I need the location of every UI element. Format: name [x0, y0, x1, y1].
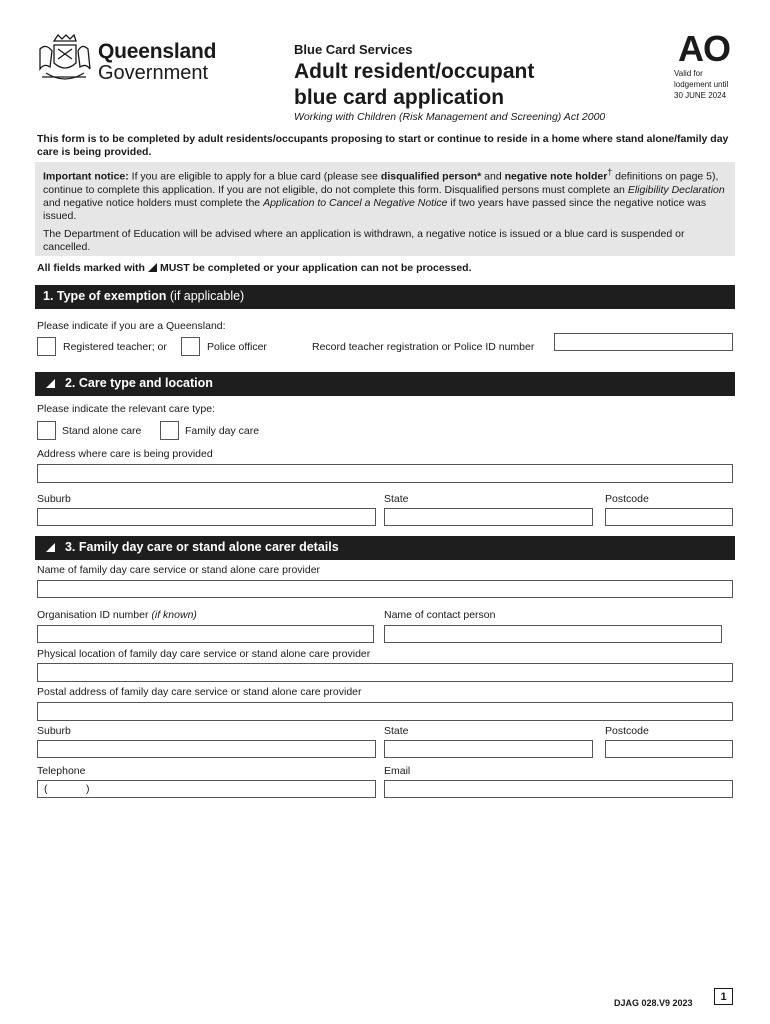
- organisation-id-label: [37, 609, 197, 621]
- area-code-open-paren: (: [44, 783, 48, 795]
- section-1-header: [35, 285, 735, 309]
- form-title-line1: Adult resident/occupant: [294, 60, 535, 83]
- provider-postcode-field[interactable]: [605, 740, 733, 758]
- care-address-field[interactable]: [37, 464, 733, 483]
- validity-note: [674, 68, 744, 101]
- section-2-prompt: Please indicate the relevant care type:: [37, 403, 216, 415]
- legislation-reference: Working with Children (Risk Management and Screening) Act 2000: [294, 111, 606, 123]
- form-code: AO: [678, 28, 730, 69]
- notice-lead: Important notice:: [43, 170, 129, 183]
- postal-address-label: Postal address of family day care service or stand alone care provider: [37, 686, 362, 698]
- police-officer-checkbox[interactable]: [181, 337, 200, 356]
- email-field[interactable]: [384, 780, 733, 798]
- section-2-title: 2. Care type and location: [64, 376, 213, 390]
- required-note-text: MUST be completed or your application can not be processed.: [159, 262, 472, 274]
- notice-text: and negative notice holders must complete the: [43, 196, 264, 209]
- physical-location-field[interactable]: [37, 663, 733, 682]
- organisation-id-hint: (if known): [151, 609, 197, 621]
- form-kicker: Blue Card Services: [294, 42, 413, 57]
- registered-teacher-checkbox[interactable]: [37, 337, 56, 356]
- required-marker-icon: [46, 379, 55, 388]
- provider-postcode-label: Postcode: [605, 725, 649, 737]
- care-postcode-label: Postcode: [605, 493, 649, 505]
- telephone-field[interactable]: [37, 780, 376, 798]
- contact-person-field[interactable]: [384, 625, 722, 643]
- queensland-coat-of-arms-icon: [36, 33, 92, 85]
- care-address-label: Address where care is being provided: [37, 448, 213, 460]
- section-1-prompt: Please indicate if you are a Queensland:: [37, 320, 226, 332]
- section-1-suffix: (if applicable): [166, 289, 245, 303]
- required-fields-note: [37, 262, 472, 274]
- notice-text: definitions on page 5), continue to complete this application. If you are not eligible, do not complete this form. Disqualified persons must complete an: [43, 170, 719, 196]
- notice-paragraph-2: The Department of Education will be advised where an application is withdrawn, a negative notice is issued or a blue card is suspended or cancelled.: [43, 227, 685, 253]
- provider-suburb-label: Suburb: [37, 725, 71, 737]
- logo-wordmark-queensland: Queensland: [98, 40, 217, 63]
- form-number: DJAG 028.V9 2023: [614, 998, 693, 1008]
- notice-doc-eligibility: Eligibility Declaration: [627, 183, 725, 196]
- notice-text: if two years have passed since the negative notice was issued.: [43, 196, 707, 222]
- required-marker-icon: [46, 543, 55, 552]
- required-marker-icon: [148, 263, 157, 272]
- notice-term-negative: negative note holder: [504, 170, 608, 183]
- validity-line2: lodgement until: [674, 80, 729, 89]
- organisation-id-label-text: Organisation ID number: [37, 609, 152, 621]
- physical-location-label: Physical location of family day care service or stand alone care provider: [37, 648, 371, 660]
- section-3-title: 3. Family day care or stand alone carer details: [64, 540, 339, 554]
- notice-term-disqualified: disqualified person*: [380, 170, 482, 183]
- postal-address-field[interactable]: [37, 702, 733, 721]
- contact-person-label: Name of contact person: [384, 609, 496, 621]
- care-state-label: State: [384, 493, 409, 505]
- police-officer-label: Police officer: [207, 341, 267, 353]
- notice-doc-cancel: Application to Cancel a Negative Notice: [263, 196, 448, 209]
- notice-text: If you are eligible to apply for a blue card (please see: [128, 170, 381, 183]
- section-1-title: 1. Type of exemption: [43, 289, 167, 303]
- stand-alone-care-label: Stand alone care: [62, 425, 142, 437]
- validity-line1: Valid for: [674, 69, 703, 78]
- family-day-care-checkbox[interactable]: [160, 421, 179, 440]
- section-3-header: [35, 536, 735, 560]
- care-state-field[interactable]: [384, 508, 593, 526]
- intro-text: This form is to be completed by adult residents/occupants proposing to start or continue to reside in a home where stand alone/family day care is being provided.: [37, 133, 729, 158]
- section-2-header: [35, 372, 735, 396]
- provider-name-label: Name of family day care service or stand alone care provider: [37, 564, 321, 576]
- organisation-id-field[interactable]: [37, 625, 374, 643]
- logo-wordmark-government: Government: [98, 62, 209, 84]
- provider-state-field[interactable]: [384, 740, 593, 758]
- telephone-label: Telephone: [37, 765, 86, 777]
- important-notice-box: [35, 162, 735, 256]
- email-label: Email: [384, 765, 411, 777]
- registration-number-label: Record teacher registration or Police ID number: [312, 341, 535, 353]
- validity-date: 30 JUNE 2024: [674, 91, 727, 100]
- care-suburb-label: Suburb: [37, 493, 71, 505]
- dagger-mark: †: [607, 167, 613, 177]
- notice-paragraph-1: [43, 166, 727, 223]
- provider-name-field[interactable]: [37, 580, 733, 598]
- area-code-close-paren: ): [86, 783, 90, 795]
- provider-state-label: State: [384, 725, 409, 737]
- registration-number-field[interactable]: [554, 333, 733, 351]
- form-title: [294, 59, 654, 111]
- required-note-text: All fields marked with: [37, 262, 145, 274]
- provider-suburb-field[interactable]: [37, 740, 376, 758]
- family-day-care-label: Family day care: [185, 425, 260, 437]
- page-number: 1: [714, 988, 733, 1005]
- care-postcode-field[interactable]: [605, 508, 733, 526]
- notice-text: and: [481, 170, 505, 183]
- care-suburb-field[interactable]: [37, 508, 376, 526]
- form-title-line2: blue card application: [294, 86, 505, 109]
- stand-alone-care-checkbox[interactable]: [37, 421, 56, 440]
- registered-teacher-label: Registered teacher; or: [63, 341, 167, 353]
